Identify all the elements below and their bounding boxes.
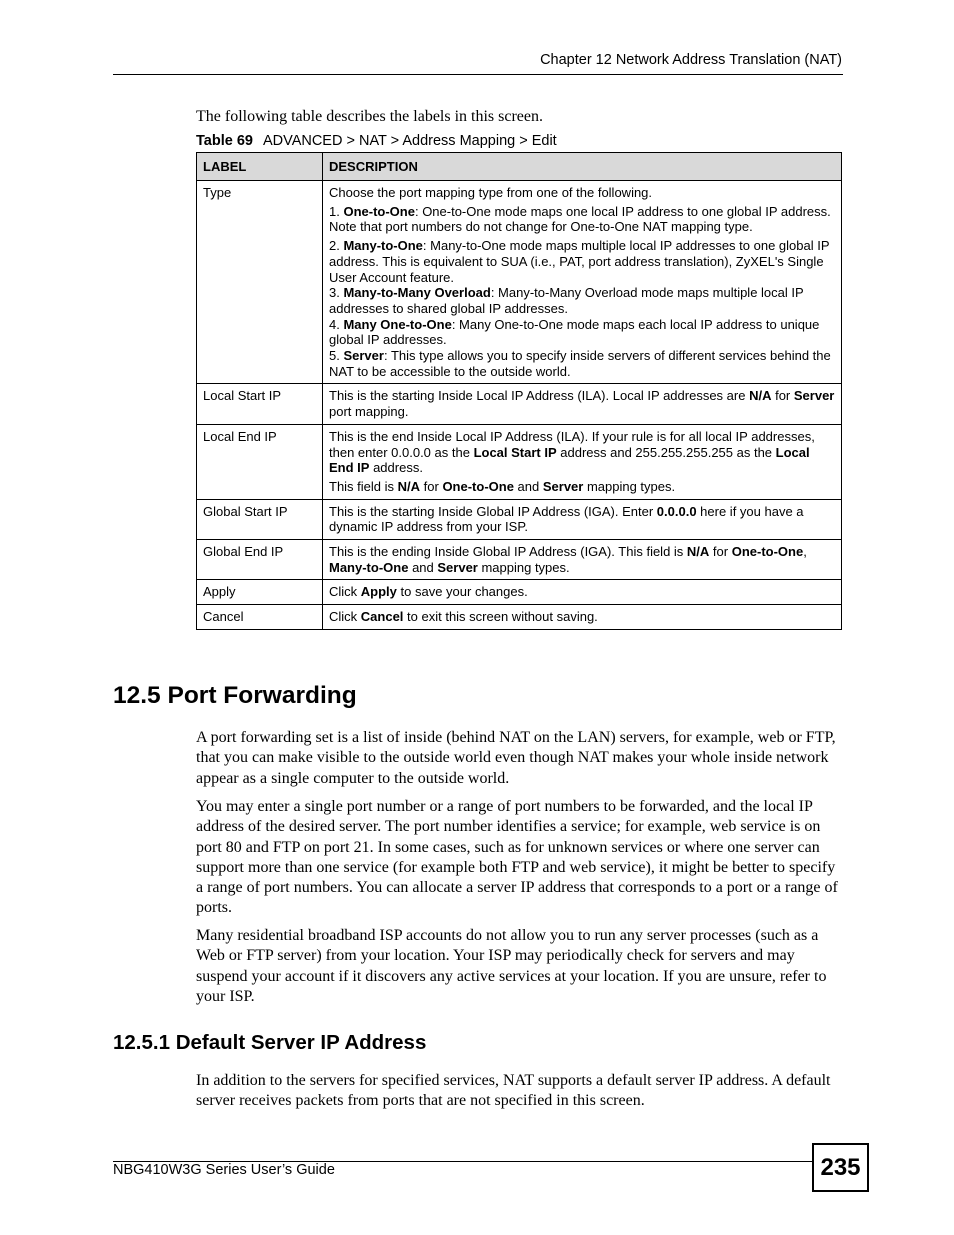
text-run: here if you have a dynamic IP address from your ISP.: [329, 503, 804, 535]
text-run: and: [513, 478, 543, 494]
row-label: Local Start IP: [197, 384, 323, 424]
column-header-label: LABEL: [197, 153, 323, 181]
text-run: : This type allows you to specify inside servers of different services behind the NAT to be accessible to the outside world.: [329, 348, 831, 379]
paragraph: A port forwarding set is a list of inside (behind NAT on the LAN) servers, for example, web or FTP, that you can make visible to the outside world even though NAT makes your whole inside network appear as a single computer to the outside world.: [196, 729, 836, 787]
bold-term: N/A: [749, 388, 772, 404]
text-run: This is the starting Inside Global IP Address (IGA). Enter: [329, 503, 657, 519]
description-paragraph: [329, 609, 835, 625]
header-rule: [113, 74, 843, 75]
bold-term: Many One-to-One: [343, 316, 452, 332]
bold-term: Server: [542, 478, 584, 494]
text-run: This is the ending Inside Global IP Address (IGA). This field is: [329, 544, 687, 560]
row-label: Type: [197, 181, 323, 384]
text-run: 4.: [329, 316, 344, 332]
description-paragraph: [329, 388, 835, 419]
table-header-row: [197, 153, 842, 181]
bold-term: Server: [343, 348, 384, 364]
bold-term: Local End IP: [329, 444, 810, 476]
text-run: 2.: [329, 238, 344, 254]
chapter-header: Chapter 12 Network Address Translation (NAT): [540, 52, 842, 68]
text-run: port mapping.: [329, 404, 409, 420]
text-run: 3.: [329, 285, 344, 301]
section-heading: 12.5 Port Forwarding: [113, 682, 357, 709]
section-paragraph-1: [196, 728, 844, 789]
bold-term: Many-to-Many Overload: [343, 285, 491, 301]
row-label: Apply: [197, 580, 323, 605]
column-header-description: DESCRIPTION: [323, 153, 842, 181]
table-row: [197, 580, 842, 605]
text-run: Click: [329, 584, 361, 600]
text-run: 5.: [329, 348, 344, 364]
text-run: for: [709, 544, 732, 560]
description-paragraph: [329, 544, 835, 575]
row-description: [323, 181, 842, 384]
bold-term: One-to-One: [343, 203, 415, 219]
table-row: [197, 540, 842, 580]
bold-term: Many-to-One: [329, 559, 409, 575]
label-description-table: [196, 152, 842, 630]
text-run: This is the starting Inside Local IP Address (ILA). Local IP addresses are: [329, 388, 750, 404]
description-paragraph: [329, 348, 835, 379]
text-run: to save your changes.: [396, 584, 528, 600]
row-description: [323, 605, 842, 630]
bold-term: Server: [437, 559, 478, 575]
description-paragraph: [329, 429, 835, 476]
bold-term: Server: [793, 388, 835, 404]
section-paragraph-2: [196, 797, 844, 919]
text-run: address and 255.255.255.255 as the: [556, 444, 776, 460]
table-row: [197, 181, 842, 384]
text-run: 1.: [329, 203, 344, 219]
text-run: This is the end Inside Local IP Address (ILA). If your rule is for all local IP addresses, then enter 0.0.0.0 as the: [329, 428, 815, 460]
table-caption-label: Table 69: [196, 133, 253, 149]
text-run: ,: [803, 544, 807, 560]
bold-term: Local Start IP: [473, 444, 557, 460]
text-run: for: [420, 478, 443, 494]
bold-term: Apply: [360, 584, 397, 600]
subsection-heading: 12.5.1 Default Server IP Address: [113, 1031, 427, 1054]
table-row: [197, 424, 842, 499]
text-run: : One-to-One mode maps one local IP address to one global IP address. Note that port numbers do not change for One-to-One NAT mapping type.: [329, 203, 831, 235]
section-paragraph-3: [196, 926, 844, 1007]
bold-term: N/A: [686, 544, 710, 560]
text-run: mapping types.: [583, 478, 676, 494]
bold-term: N/A: [397, 478, 421, 494]
description-paragraph: [329, 479, 835, 495]
bold-term: One-to-One: [442, 478, 514, 494]
row-description: [323, 540, 842, 580]
row-description: [323, 384, 842, 424]
table-body: [197, 181, 842, 630]
text-run: mapping types.: [477, 559, 570, 575]
paragraph: In addition to the servers for specified services, NAT supports a default server IP address. A default server receives packets from ports that are not specified in this screen.: [196, 1072, 831, 1110]
text-run: for: [771, 388, 794, 404]
text-run: This field is: [329, 478, 398, 494]
row-description: [323, 499, 842, 539]
subsection-paragraph: [196, 1071, 844, 1112]
description-paragraph: [329, 238, 835, 285]
description-paragraph: [329, 504, 835, 535]
bold-term: Many-to-One: [343, 238, 423, 254]
table-row: [197, 384, 842, 424]
text-run: : Many-to-One mode maps multiple local IP addresses to one global IP address. This is equivalent to SUA (i.e., PAT, port address translation), ZyXEL's Single User Account feature.: [329, 238, 830, 285]
paragraph: Many residential broadband ISP accounts do not allow you to run any server processes (such as a Web or FTP server) from your location. Your ISP may periodically check for servers and may suspend your account if it discovers any active services at your location. If you are unsure, refer to your ISP.: [196, 927, 827, 1005]
description-paragraph: [329, 204, 835, 235]
row-label: Global Start IP: [197, 499, 323, 539]
text-run: to exit this screen without saving.: [403, 609, 598, 625]
bold-term: One-to-One: [731, 544, 804, 560]
bold-term: 0.0.0.0: [656, 503, 697, 519]
row-description: [323, 580, 842, 605]
table-row: [197, 605, 842, 630]
intro-text: The following table describes the labels in this screen.: [196, 108, 544, 125]
row-label: Global End IP: [197, 540, 323, 580]
table-row: [197, 499, 842, 539]
paragraph: You may enter a single port number or a range of port numbers to be forwarded, and the local IP address of the desired server. The port number identifies a service; for example, web service is on port 80 and FTP on port 21. In some cases, such as for unknown services or where one server can support more than one service (for example both FTP and web service), it might be better to specify a range of port numbers. You can allocate a server IP address that corresponds to a port or a range of ports.: [196, 798, 838, 917]
description-paragraph: [329, 584, 835, 600]
text-run: address.: [369, 460, 423, 476]
text-run: : Many One-to-One mode maps each local IP address to unique global IP addresses.: [329, 316, 820, 348]
description-paragraph: [329, 185, 835, 201]
footer-guide-title: NBG410W3G Series User’s Guide: [113, 1162, 335, 1178]
table-caption-text: ADVANCED > NAT > Address Mapping > Edit: [262, 133, 557, 149]
text-run: Click: [329, 609, 361, 625]
bold-term: Cancel: [360, 609, 404, 625]
description-paragraph: [329, 285, 835, 316]
table-caption: [196, 133, 557, 149]
text-run: and: [408, 559, 438, 575]
text-run: Choose the port mapping type from one of the following.: [329, 185, 653, 200]
row-label: Cancel: [197, 605, 323, 630]
row-label: Local End IP: [197, 424, 323, 499]
description-paragraph: [329, 317, 835, 348]
text-run: : Many-to-Many Overload mode maps multiple local IP addresses to shared global IP addresses.: [329, 285, 804, 316]
page-number: 235: [812, 1143, 869, 1192]
row-description: [323, 424, 842, 499]
